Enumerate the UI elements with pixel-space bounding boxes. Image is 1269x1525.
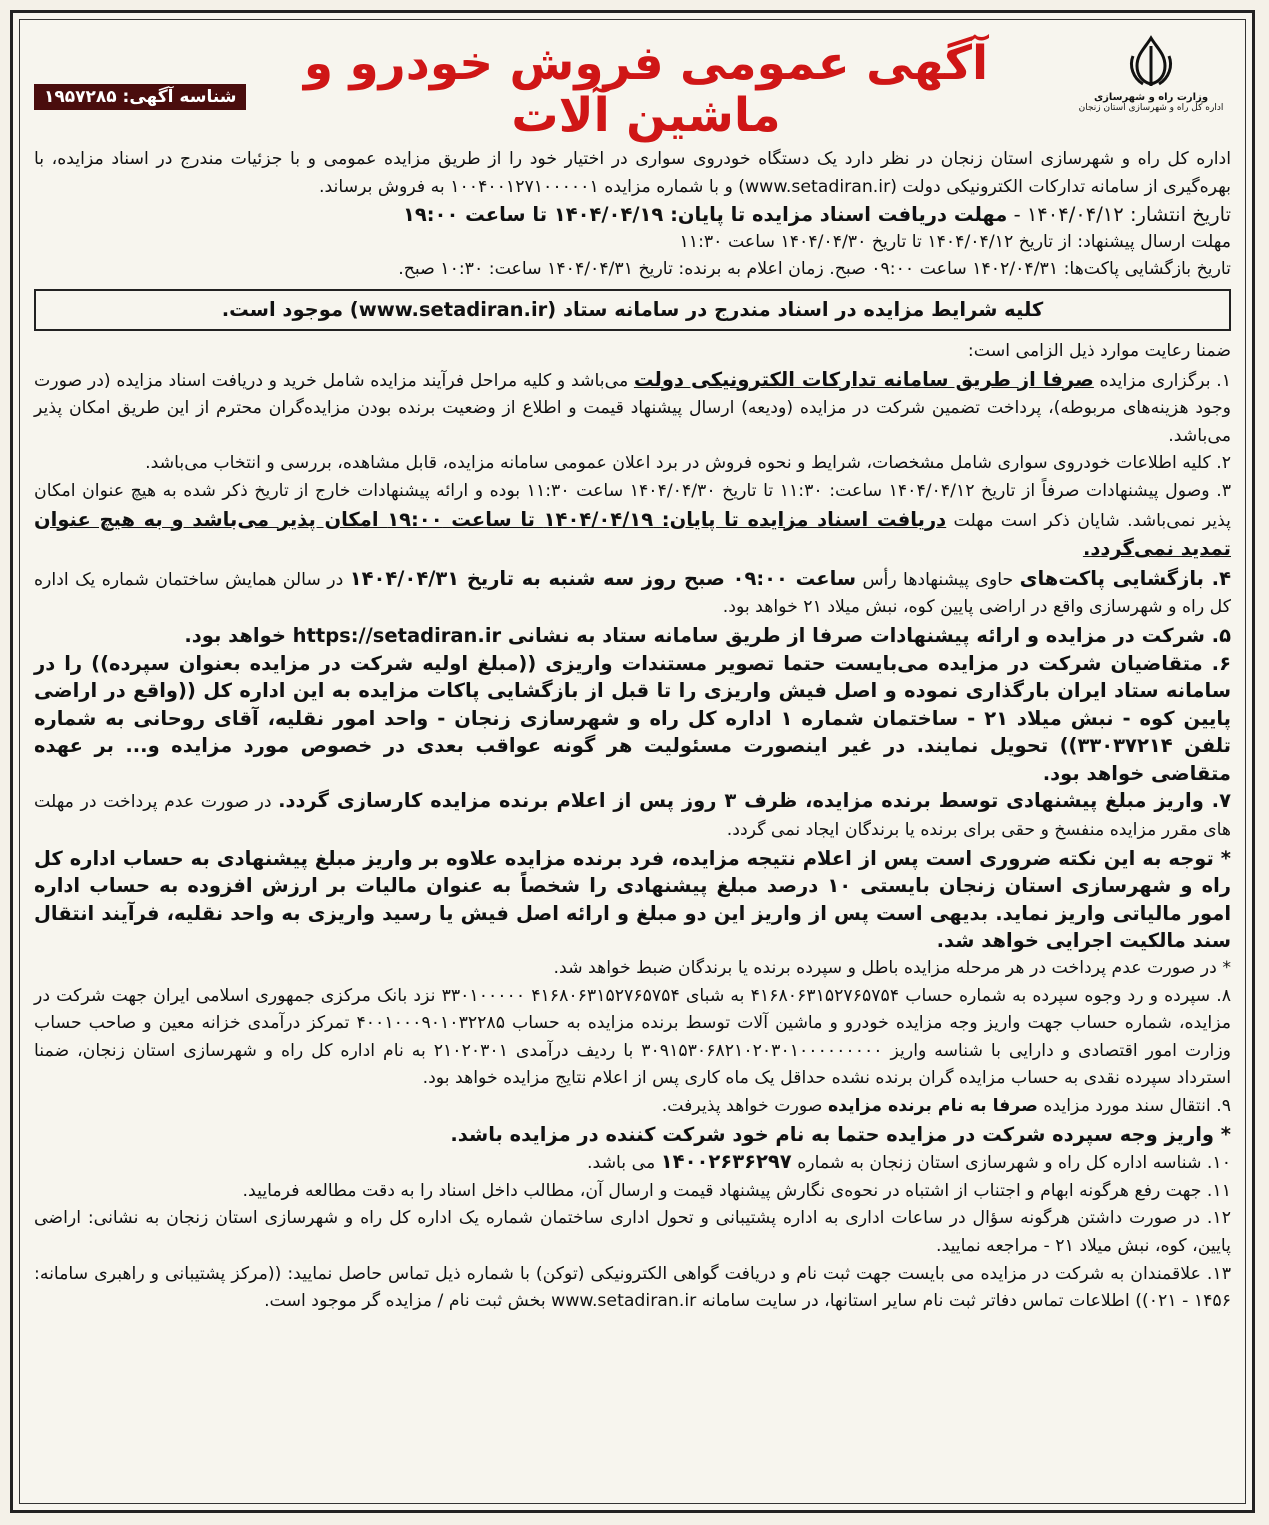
item-9-text-a: ۹. انتقال سند مورد مزایده [1037,1096,1231,1116]
item-1-emphasis: صرفا از طریق سامانه تدارکات الکترونیکی دولت [633,367,1094,391]
item-13: ۱۳. علاقمندان به شرکت در مزایده می بایست جهت ثبت نام و دریافت گواهی الکترونیکی (توکن) با شماره ذیل تماس حاصل نمایید: ((مرکز پشتیبانی و راهبری سامانه: ۱۴۵۶ - ۰۲۱)) اطلاعات تماس دفاتر ثبت نام سایر استانها، در سایت سامانه www.setadiran.ir بخش ثبت نام / مزایده گر موجود است. [34,1263,1231,1312]
item-4-emphasis: ساعت ۰۹:۰۰ صبح روز سه شنبه به تاریخ ۱۴۰۴/۰۴/۳۱ [349,566,857,590]
item-3 [34,478,1231,565]
ad-id-badge: شناسه آگهی: ۱۹۵۷۲۸۵ [34,84,246,110]
item-4-text-a: ۴. بازگشایی پاکت‌های [1019,566,1231,590]
item-2: ۲. کلیه اطلاعات خودروی سواری شامل مشخصات، شرایط و نحوه فروش در برد اعلان عمومی سامانه مزایده، قابل مشاهده، بررسی و انتخاب می‌باشد. [145,453,1231,474]
intro-paragraph: اداره کل راه و شهرسازی استان زنجان در نظر دارد یک دستگاه خودروی سواری در اختیار خود را از طریق مزایده عمومی و با جزئیات مندرج در اسناد مزایده، با بهره‌گیری از سامانه تدارکات الکترونیکی دولت (www.setadiran.ir) و با شماره مزایده ۱۰۰۴۰۰۱۲۷۱۰۰۰۰۰۱ به فروش برساند. [34,149,1231,197]
item-7 [34,787,1231,844]
publish-date: تاریخ انتشار: ۱۴۰۴/۰۴/۱۲ - [1007,203,1231,227]
item-9 [34,1093,1231,1121]
item-10-text-a: ۱۰. شناسه اداره کل راه و شهرسازی استان زنجان به شماره [791,1153,1231,1174]
item-9-emphasis: صرفا به نام برنده مزایده [827,1096,1038,1116]
star-note-tax: * توجه به این نکته ضروری است پس از اعلام نتیجه مزایده، فرد برنده مزایده علاوه بر واریز مبلغ پیشنهادی به حساب اداره کل راه و شهرسازی استان زنجان بایستی ۱۰ درصد مبلغ پیشنهادی را شخصاً به عنوان مالیات بر ارزش افزوده به حساب اداره امور مالیاتی واریز نماید. بدیهی است پس از واریز این دو مبلغ و ارائه اصل فیش یا رسید واریزی به واحد نقلیه، فرآیند انتقال سند مالکیت اجرایی خواهد شد. [34,846,1232,953]
item-1 [34,366,1231,451]
logo-office-name: اداره کل راه و شهرسازی استان زنجان [1078,103,1224,113]
ministry-logo [1071,34,1231,113]
ad-page [10,10,1255,1513]
item-5: ۵. شرکت در مزایده و ارائه پیشنهادات صرفا از طریق سامانه ستاد به نشانی https://setadiran.ir خواهد بود. [184,623,1231,647]
item-4 [34,565,1231,622]
item-8: ۸. سپرده و رد وجوه سپرده به شماره حساب ۴۱۶۸۰۶۳۱۵۲۷۶۵۷۵۴ به شبای ۴۱۶۸۰۶۳۱۵۲۷۶۵۷۵۴ ۳۳۰۱۰۰۰۰۰ نزد بانک مرکزی جمهوری اسلامی ایران جهت شرکت در مزایده، شماره حساب جهت واریز وجه مزایده خودرو و ماشین آلات توسط برنده مزایده به حساب ۴۰۰۱۰۰۰۹۰۱۰۳۲۲۸۵ تمرکز درآمدی خزانه معین و صاحب حساب وزارت امور اقتصادی و دارایی با شناسه واریز ۳۰۹۱۵۳۰۶۸۲۱۰۲۰۳۰۱۰۰۰۰۰۰۰۰۰ با ردیف درآمدی ۲۱۰۲۰۳۰۱ به نام اداره کل راه و شهرسازی استان زنجان، ضمنا استرداد سپرده نقدی به حساب مزایده گران برنده نشده حداقل یک ماه کاری پس از اعلام نتایج مزایده خواهد بود. [34,985,1232,1089]
iran-emblem-icon [1125,34,1177,90]
requirements-lead-in: ضمنا رعایت موارد ذیل الزامی است: [967,340,1231,361]
item-7-text-b: در صورت عدم پرداخت در مهلت های مقرر مزایده منفسخ و حقی برای برنده یا برندگان ایجاد نمی گردد. [34,792,1231,841]
item-3-emphasis: دریافت اسناد مزایده تا پایان: ۱۴۰۴/۰۴/۱۹ تا ساعت ۱۹:۰۰ امکان پذیر می‌باشد و به هیچ عنوان تمدید نمی‌گردد. [34,507,1231,561]
logo-ministry-name: وزارت راه و شهرسازی [1093,92,1209,103]
item-10 [34,1148,1231,1178]
item-1-text-c: می‌باشد و کلیه مراحل فرآیند مزایده شامل خرید و دریافت اسناد مزایده (در صورت وجود هزینه‌های مربوطه)، پرداخت تضمین شرکت در مزایده (ودیعه) ارسال پیشنهاد قیمت و اطلاع از وضعیت برنده بودن مزایده‌گران محترم از این طریق امکان پذیر می‌باشد. [34,370,1231,446]
publish-date-line [34,201,1231,229]
item-12: ۱۲. در صورت داشتن هرگونه سؤال در ساعات اداری به اداره پشتیبانی و تحول اداری ساختمان شماره یک اداره کل راه و شهرسازی استان زنجان به نشانی: اراضی پایین، کوه، نبش میلاد ۲۱ - مراجعه نمایید. [34,1208,1231,1256]
document-deadline: مهلت دریافت اسناد مزایده تا پایان: ۱۴۰۴/۰۴/۱۹ تا ساعت ۱۹:۰۰ [402,203,1008,227]
offer-period: مهلت ارسال پیشنهاد: از تاریخ ۱۴۰۴/۰۴/۱۲ تا تاریخ ۱۴۰۴/۰۴/۳۰ ساعت ۱۱:۳۰ [679,231,1231,252]
conditions-note-box: کلیه شرایط مزایده در اسناد مندرج در سامانه ستاد (www.setadiran.ir) موجود است. [34,289,1231,331]
opening-date: تاریخ بازگشایی پاکت‌ها: ۱۴۰۲/۰۴/۳۱ ساعت ۰۹:۰۰ صبح. زمان اعلام به برنده: تاریخ ۱۴۰۴/۰۴/۳۱ ساعت: ۱۰:۳۰ صبح. [398,259,1231,280]
ad-header [34,34,1231,146]
inner-border [19,19,1246,1504]
item-6: ۶. متقاضیان شرکت در مزایده می‌بایست حتما تصویر مستندات واریزی ((مبلغ اولیه شرکت در مزایده بعنوان سپرده)) را در سامانه ستاد ایران بارگذاری نموده و اصل فیش واریزی را تا قبل از بازگشایی پاکات مزایده به این اداره کل ((واقع در اراضی پایین کوه - نبش میلاد ۲۱ - ساختمان شماره ۱ اداره کل راه و شهرسازی زنجان - واحد امور نقلیه، آقای روحانی به شماره تلفن ۳۳۰۳۷۲۱۴)) تحویل نمایند. در غیر اینصورت مسئولیت هر گونه عواقب بعدی در خصوص مورد مزایده و... بر عهده متقاضی خواهد بود. [34,651,1232,785]
item-11: ۱۱. جهت رفع هرگونه ابهام و اجتناب از اشتباه در نحوه‌ی نگارش پیشنهاد قیمت و ارسال آن، مطالب داخل اسناد را به دقت مطالعه فرمایید. [242,1180,1231,1201]
star-note-forfeit: * در صورت عدم پرداخت در هر مرحله مزایده باطل و سپرده برنده یا برندگان ضبط خواهد شد. [553,958,1231,979]
item-4-text-d: در سالن همایش ساختمان شماره یک اداره کل راه و شهرسازی واقع در اراضی پایین کوه، نبش میلاد ۲۱ خواهد بود. [34,569,1231,618]
item-7-emphasis: ۷. واریز مبلغ پیشنهادی توسط برنده مزایده، ظرف ۳ روز پس از اعلام برنده مزایده کارسازی گردد. [278,789,1231,813]
item-10-id-number: ۱۴۰۰۲۶۳۶۲۹۷ [660,1150,792,1174]
item-1-text-a: ۱. برگزاری مزایده [1093,370,1231,391]
item-9-text-c: صورت خواهد پذیرفت. [661,1096,828,1116]
item-10-text-c: می باشد. [587,1153,661,1174]
item-4-text-b: حاوی پیشنهادها رأس [856,569,1020,590]
star-note-deposit: * واریز وجه سپرده شرکت در مزایده حتما به نام خود شرکت کننده در مزایده باشد. [450,1122,1231,1146]
item-3-text-a: ۳. وصول پیشنهادات صرفاً از تاریخ ۱۴۰۴/۰۴/۱۲ ساعت: ۱۱:۳۰ تا تاریخ ۱۴۰۴/۰۴/۳۰ ساعت ۱۱:۳۰ بوده و ارائه پیشنهادات خارج از تاریخ ذکر شده به هیچ عنوان امکان پذیر نمی‌باشد. شایان ذکر است مهلت [34,480,1231,531]
page-title: آگهی عمومی فروش خودرو و ماشین آلات [303,36,989,143]
ad-content [34,34,1231,1493]
